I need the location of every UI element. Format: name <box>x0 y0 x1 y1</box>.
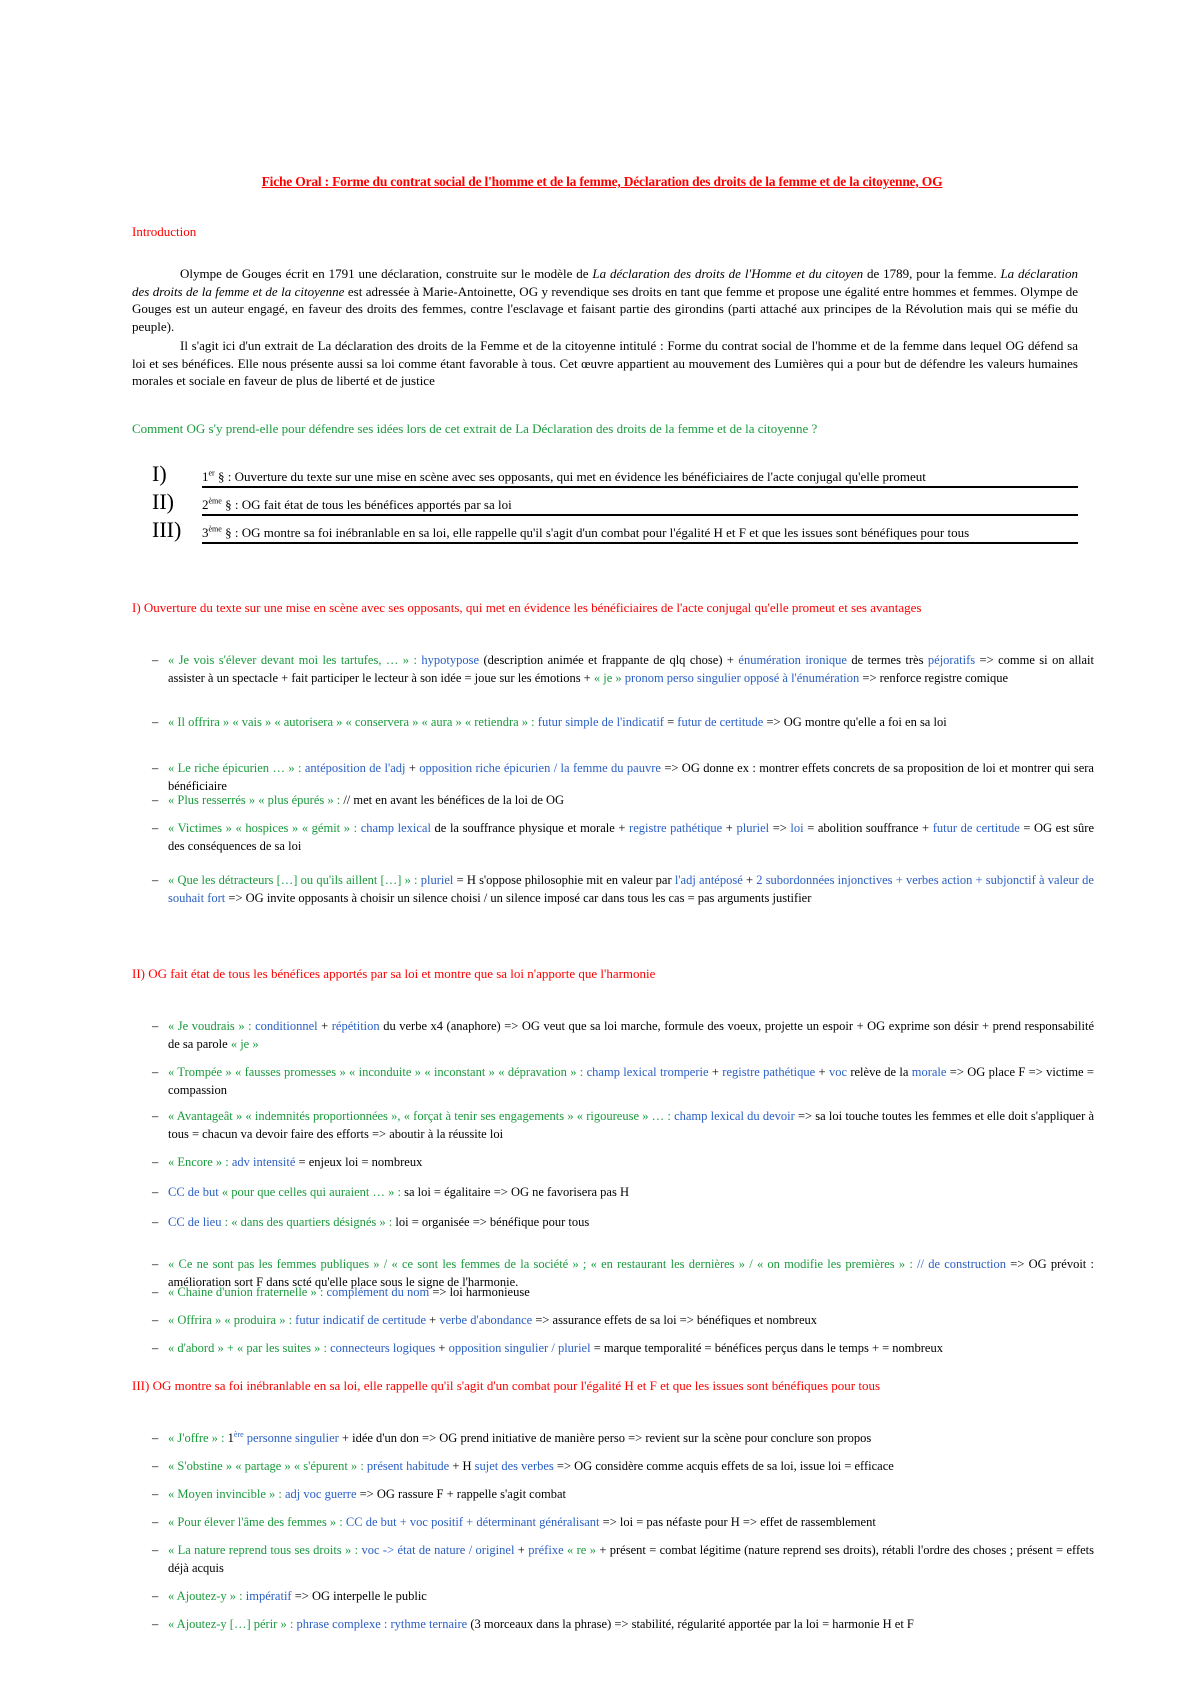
bullet-dash: – <box>152 793 159 807</box>
bullet-dash: – <box>152 1285 159 1299</box>
item-text: « Ajoutez-y […] périr » : <box>168 1617 297 1631</box>
plan-numeral: I) <box>152 461 167 486</box>
bullet-dash: – <box>152 1589 159 1603</box>
list-item <box>152 1284 1094 1302</box>
item-text: (description animée et frappante de qlq chose) + <box>479 653 739 667</box>
list-item <box>152 792 1094 810</box>
item-text: préfixe <box>528 1543 564 1557</box>
item-text: « S'obstine » « partage » « s'épurent » : <box>168 1459 367 1473</box>
item-text: futur de certitude <box>677 715 764 729</box>
bullet-dash: – <box>152 1257 159 1271</box>
intro-text: de 1789, pour la femme. <box>863 266 1001 281</box>
item-text: « Plus resserrés » « plus épurés » : <box>168 793 344 807</box>
plan-text: 3ème § : OG montre sa foi inébranlable en sa loi, elle rappelle qu'il s'agit d'un combat pour l'égalité H et F et que les issues sont bénéfiques pour tous <box>202 524 1078 544</box>
item-text: => OG considère comme acquis effets de sa loi, issue loi = efficace <box>553 1459 894 1473</box>
problematique: Comment OG s'y prend-elle pour défendre ses idées lors de cet extrait de La Déclaration des droits de la femme et de la citoyenne ? <box>132 421 818 436</box>
list-item <box>152 1588 1094 1606</box>
item-text: présent habitude <box>366 1459 450 1473</box>
item-text: + <box>815 1065 829 1079</box>
item-text: pluriel <box>420 873 454 887</box>
item-text: « Pour élever l'âme des femmes » : <box>168 1515 346 1529</box>
item-text: hypotypose <box>421 653 480 667</box>
list-item <box>152 760 1094 795</box>
item-text: « Je vois s'élever devant moi les tartufes, … » : <box>168 653 422 667</box>
plan-text: 2ème § : OG fait état de tous les bénéfices apportés par sa loi <box>202 496 1078 516</box>
bullet-dash: – <box>152 821 159 835</box>
item-text: + <box>722 821 737 835</box>
item-text: antéposition de l'adj <box>304 761 406 775</box>
list-item <box>152 1486 1094 1504</box>
list-item <box>152 1312 1094 1330</box>
item-text: + <box>435 1341 449 1355</box>
bullet-dash: – <box>152 1155 159 1169</box>
bullet-dash: – <box>152 761 159 775</box>
bullet-dash: – <box>152 1515 159 1529</box>
item-text: + idée d'un don => OG prend initiative de manière perso => revient sur la scène pour conclure son propos <box>338 1431 872 1445</box>
item-text: => OG donne ex : montrer effets concrets de sa proposition de loi et montrer qui sera bénéficiaire <box>168 761 1094 793</box>
item-text: => loi harmonieuse <box>429 1285 530 1299</box>
bullet-dash: – <box>152 1313 159 1327</box>
item-text: = OG est sûre des conséquences de sa loi <box>168 821 1094 853</box>
list-item <box>152 652 1094 687</box>
intro-title-ref: La déclaration des droits de l'Homme et du citoyen <box>592 266 864 281</box>
list-item <box>152 1340 1094 1358</box>
item-text: CC de but + voc positif + déterminant généralisant <box>345 1515 600 1529</box>
bullet-dash: – <box>152 1459 159 1473</box>
list-item <box>152 1018 1094 1053</box>
item-text: = <box>663 715 678 729</box>
item-text: complément du nom <box>326 1285 430 1299</box>
item-text: + <box>514 1543 529 1557</box>
item-text: champ lexical tromperie <box>586 1065 709 1079</box>
item-text: l'adj antéposé <box>674 873 743 887</box>
list-item <box>152 1064 1094 1099</box>
bullet-dash: – <box>152 1109 159 1123</box>
item-text: « Offrira » « produira » : <box>168 1313 296 1327</box>
intro-paragraph-1 <box>132 265 1078 335</box>
item-text: « Avantageât » « indemnités proportionnées », « forçat à tenir ses engagements » « rigoureuse » … : <box>168 1109 675 1123</box>
item-text: « Trompée » « fausses promesses » « inconduite » « inconstant » « dépravation » : <box>168 1065 587 1079</box>
item-text: 1 <box>227 1431 234 1445</box>
item-text: (3 morceaux dans la phrase) => stabilité, régularité apportée par la loi = harmonie H et F <box>467 1617 914 1631</box>
item-text: du verbe x4 (anaphore) => OG veut que sa loi marche, formule des voeux, projette un espoir + OG exprime son désir + prend responsabilité de sa parole <box>168 1019 1094 1051</box>
item-text: « d'abord » + « par les suites » : <box>168 1341 331 1355</box>
item-text: « La nature reprend tous ses droits » : <box>168 1543 362 1557</box>
list-item <box>152 1430 1094 1448</box>
intro-paragraph-2: Il s'agit ici d'un extrait de La déclaration des droits de la Femme et de la citoyenne intitulé : Forme du contrat social de l'homme et de la femme dans lequel OG défend sa loi et ses bénéfices. Elle nous présente aussi sa loi comme étant favorable à tous. Cet œuvre appartient au mouvement des Lumières qui a pour but de défendre les valeurs humaines morales et sociale en faveur de plus de liberté et de justice <box>132 338 1078 388</box>
item-text: « je » <box>593 670 622 685</box>
plan-numeral: II) <box>152 489 174 514</box>
item-text: adj voc guerre <box>285 1487 357 1501</box>
item-text: « re » <box>563 1543 596 1557</box>
item-text: => OG interpelle le public <box>291 1589 427 1603</box>
item-text: morale <box>911 1065 947 1079</box>
item-text: connecteurs logiques <box>330 1341 436 1355</box>
item-text: = H s'oppose philosophie mit en valeur par <box>453 873 675 887</box>
item-text: => renforce registre comique <box>859 670 1009 685</box>
plan-numeral: III) <box>152 517 182 542</box>
item-text: => OG invite opposants à choisir un silence choisi / un silence imposé car dans tous les cas = pas arguments justifier <box>225 890 812 905</box>
item-text: personne singulier <box>243 1431 339 1445</box>
item-text: CC de lieu <box>168 1215 222 1229</box>
bullet-dash: – <box>152 1215 159 1229</box>
list-item <box>152 1154 1094 1172</box>
item-text: pluriel <box>736 821 770 835</box>
item-text: = abolition souffrance + <box>803 821 933 835</box>
intro-text: est adressée à Marie-Antoinette, OG y revendique ses droits en tant que femme et propose une égalité entre hommes et femmes. Olympe de Gouges est un auteur engagé, en faveur des droits des femmes, contre l'esclavage et faisant partie des girondins (parti attaché aux principes de la Révolution mais qui se méfie du peuple). <box>132 283 1078 334</box>
page-title: Fiche Oral : Forme du contrat social de l'homme et de la femme, Déclaration des droits de la femme et de la citoyenne, OG <box>261 174 943 189</box>
item-text: + <box>708 1065 723 1079</box>
item-text: + <box>426 1313 440 1327</box>
item-text: conditionnel <box>255 1019 318 1033</box>
list-item <box>152 1108 1094 1143</box>
item-text: adv intensité <box>231 1155 296 1169</box>
item-text: + <box>405 761 420 775</box>
bullet-dash: – <box>152 1019 159 1033</box>
item-text: péjoratifs <box>927 653 976 667</box>
section-heading: III) OG montre sa foi inébranlable en sa loi, elle rappelle qu'il s'agit d'un combat pour l'égalité H et F et que les issues sont bénéfiques pour tous <box>132 1378 881 1393</box>
item-text: = marque temporalité = bénéfices perçus dans le temps + = nombreux <box>590 1341 943 1355</box>
item-text: => comme si on allait assister à un spectacle + fait participer le lecteur à son idée = joue sur les émotions + <box>168 653 1094 685</box>
item-text: « Ce ne sont pas les femmes publiques » / « ce sont les femmes de la société » ; « en restaurant les dernières » / « on modifie les premières » : <box>168 1257 918 1271</box>
bullet-dash: – <box>152 1065 159 1079</box>
intro-text: Olympe de Gouges écrit en 1791 une déclaration, construite sur le modèle de <box>180 266 593 281</box>
list-item <box>152 872 1094 907</box>
item-text: sa loi = égalitaire => OG ne favorisera pas H <box>404 1185 629 1199</box>
list-item <box>152 1458 1094 1476</box>
item-text: de la souffrance physique et morale + <box>430 821 630 835</box>
item-text: loi <box>790 821 804 835</box>
item-text: opposition singulier / pluriel <box>448 1341 591 1355</box>
item-text: + <box>317 1019 332 1033</box>
item-text: => loi = pas néfaste pour H => effet de rassemblement <box>599 1515 876 1529</box>
item-text: relève de la <box>847 1065 912 1079</box>
bullet-dash: – <box>152 873 159 887</box>
item-text: CC de but <box>168 1185 219 1199</box>
item-text: voc -> état de nature / originel <box>361 1543 515 1557</box>
item-text: => <box>769 821 791 835</box>
item-text: pronom perso singulier opposé à l'énumération <box>621 670 860 685</box>
bullet-dash: – <box>152 1543 159 1557</box>
item-text: loi = organisée => bénéfique pour tous <box>395 1215 590 1229</box>
item-text: « je » <box>230 1036 259 1051</box>
item-text: voc <box>828 1065 847 1079</box>
bullet-dash: – <box>152 653 159 667</box>
item-text: de termes très <box>846 653 928 667</box>
item-text: « J'offre » : <box>168 1431 228 1445</box>
list-item <box>152 1514 1094 1532</box>
item-text: // met en avant les bénéfices de la loi de OG <box>343 793 565 807</box>
item-text: phrase complexe : rythme ternaire <box>296 1617 468 1631</box>
list-item <box>152 1214 1094 1232</box>
item-text: // de construction <box>917 1257 1007 1271</box>
item-text: opposition riche épicurien / la femme du pauvre <box>419 761 661 775</box>
item-text: : « dans des quartiers désignés » : <box>221 1215 396 1229</box>
bullet-dash: – <box>152 1487 159 1501</box>
item-text: + H <box>449 1459 475 1473</box>
item-text: = enjeux loi = nombreux <box>295 1155 423 1169</box>
item-text: futur simple de l'indicatif <box>537 715 664 729</box>
item-text: futur de certitude <box>932 821 1020 835</box>
bullet-dash: – <box>152 1431 159 1445</box>
item-text: ère <box>233 1429 244 1439</box>
item-text: => assurance effets de sa loi => bénéfiques et nombreux <box>532 1313 818 1327</box>
list-item <box>152 1616 1094 1634</box>
item-text: registre pathétique <box>629 821 723 835</box>
item-text: « Le riche épicurien … » : <box>168 761 305 775</box>
list-item <box>152 1184 1094 1202</box>
list-item <box>152 1542 1094 1577</box>
item-text: « Chaine d'union fraternelle » : <box>168 1285 327 1299</box>
item-text: champ lexical <box>360 821 431 835</box>
item-text: => OG place F => victime = compassion <box>168 1065 1094 1097</box>
list-item <box>152 820 1094 855</box>
bullet-dash: – <box>152 1341 159 1355</box>
item-text: « Moyen invincible » : <box>168 1487 285 1501</box>
intro-title-ref: La déclaration des droits de la femme et de la citoyenne <box>132 266 1078 299</box>
item-text: champ lexical du devoir <box>674 1109 795 1123</box>
section-heading: I) Ouverture du texte sur une mise en scène avec ses opposants, qui met en évidence les bénéficiaires de l'acte conjugal qu'elle promeut et ses avantages <box>132 600 922 615</box>
bullet-dash: – <box>152 1185 159 1199</box>
item-text: + présent = combat légitime (nature reprend ses droits), rétabli l'ordre des choses ; présent = effets déjà acquis <box>168 1543 1094 1575</box>
item-text: sujet des verbes <box>474 1459 554 1473</box>
item-text: impératif <box>245 1589 292 1603</box>
item-text: + <box>742 873 757 887</box>
item-text: « Ajoutez-y » : <box>168 1589 246 1603</box>
intro-heading: Introduction <box>132 224 197 239</box>
bullet-dash: – <box>152 715 159 729</box>
item-text: 2 subordonnées injonctives + verbes action + subjonctif à valeur de souhait fort <box>168 873 1094 905</box>
item-text: « Que les détracteurs […] ou qu'ils aillent […] » : <box>168 873 421 887</box>
bullet-dash: – <box>152 1617 159 1631</box>
item-text: => OG montre qu'elle a foi en sa loi <box>763 715 947 729</box>
item-text: verbe d'abondance <box>439 1313 533 1327</box>
item-text: « Il offrira » « vais » « autorisera » « conservera » « aura » « retiendra » : <box>168 715 538 729</box>
item-text: « Encore » : <box>168 1155 232 1169</box>
item-text: => sa loi touche toutes les femmes et elle doit s'appliquer à tous = chacun va devoir faire des efforts => aboutir à la réussite loi <box>168 1109 1094 1141</box>
item-text: futur indicatif de certitude <box>295 1313 427 1327</box>
item-text: registre pathétique <box>722 1065 816 1079</box>
item-text: « pour que celles qui auraient … » : <box>218 1185 405 1199</box>
item-text: énumération ironique <box>738 653 847 667</box>
item-text: => OG rassure F + rappelle s'agit combat <box>356 1487 566 1501</box>
plan-text: 1er § : Ouverture du texte sur une mise en scène avec ses opposants, qui met en évidence les bénéficiaires de l'acte conjugal qu'elle promeut <box>202 468 1078 488</box>
item-text: « Victimes » « hospices » « gémit » : <box>168 821 361 835</box>
item-text: « Je voudrais » : <box>168 1019 256 1033</box>
list-item <box>152 714 1094 732</box>
item-text: répétition <box>331 1019 380 1033</box>
item-text: => OG prévoit : amélioration sort F dans scté qu'elle place sous le signe de l'harmonie. <box>168 1257 1094 1289</box>
section-heading: II) OG fait état de tous les bénéfices apportés par sa loi et montre que sa loi n'apporte que l'harmonie <box>132 966 656 981</box>
